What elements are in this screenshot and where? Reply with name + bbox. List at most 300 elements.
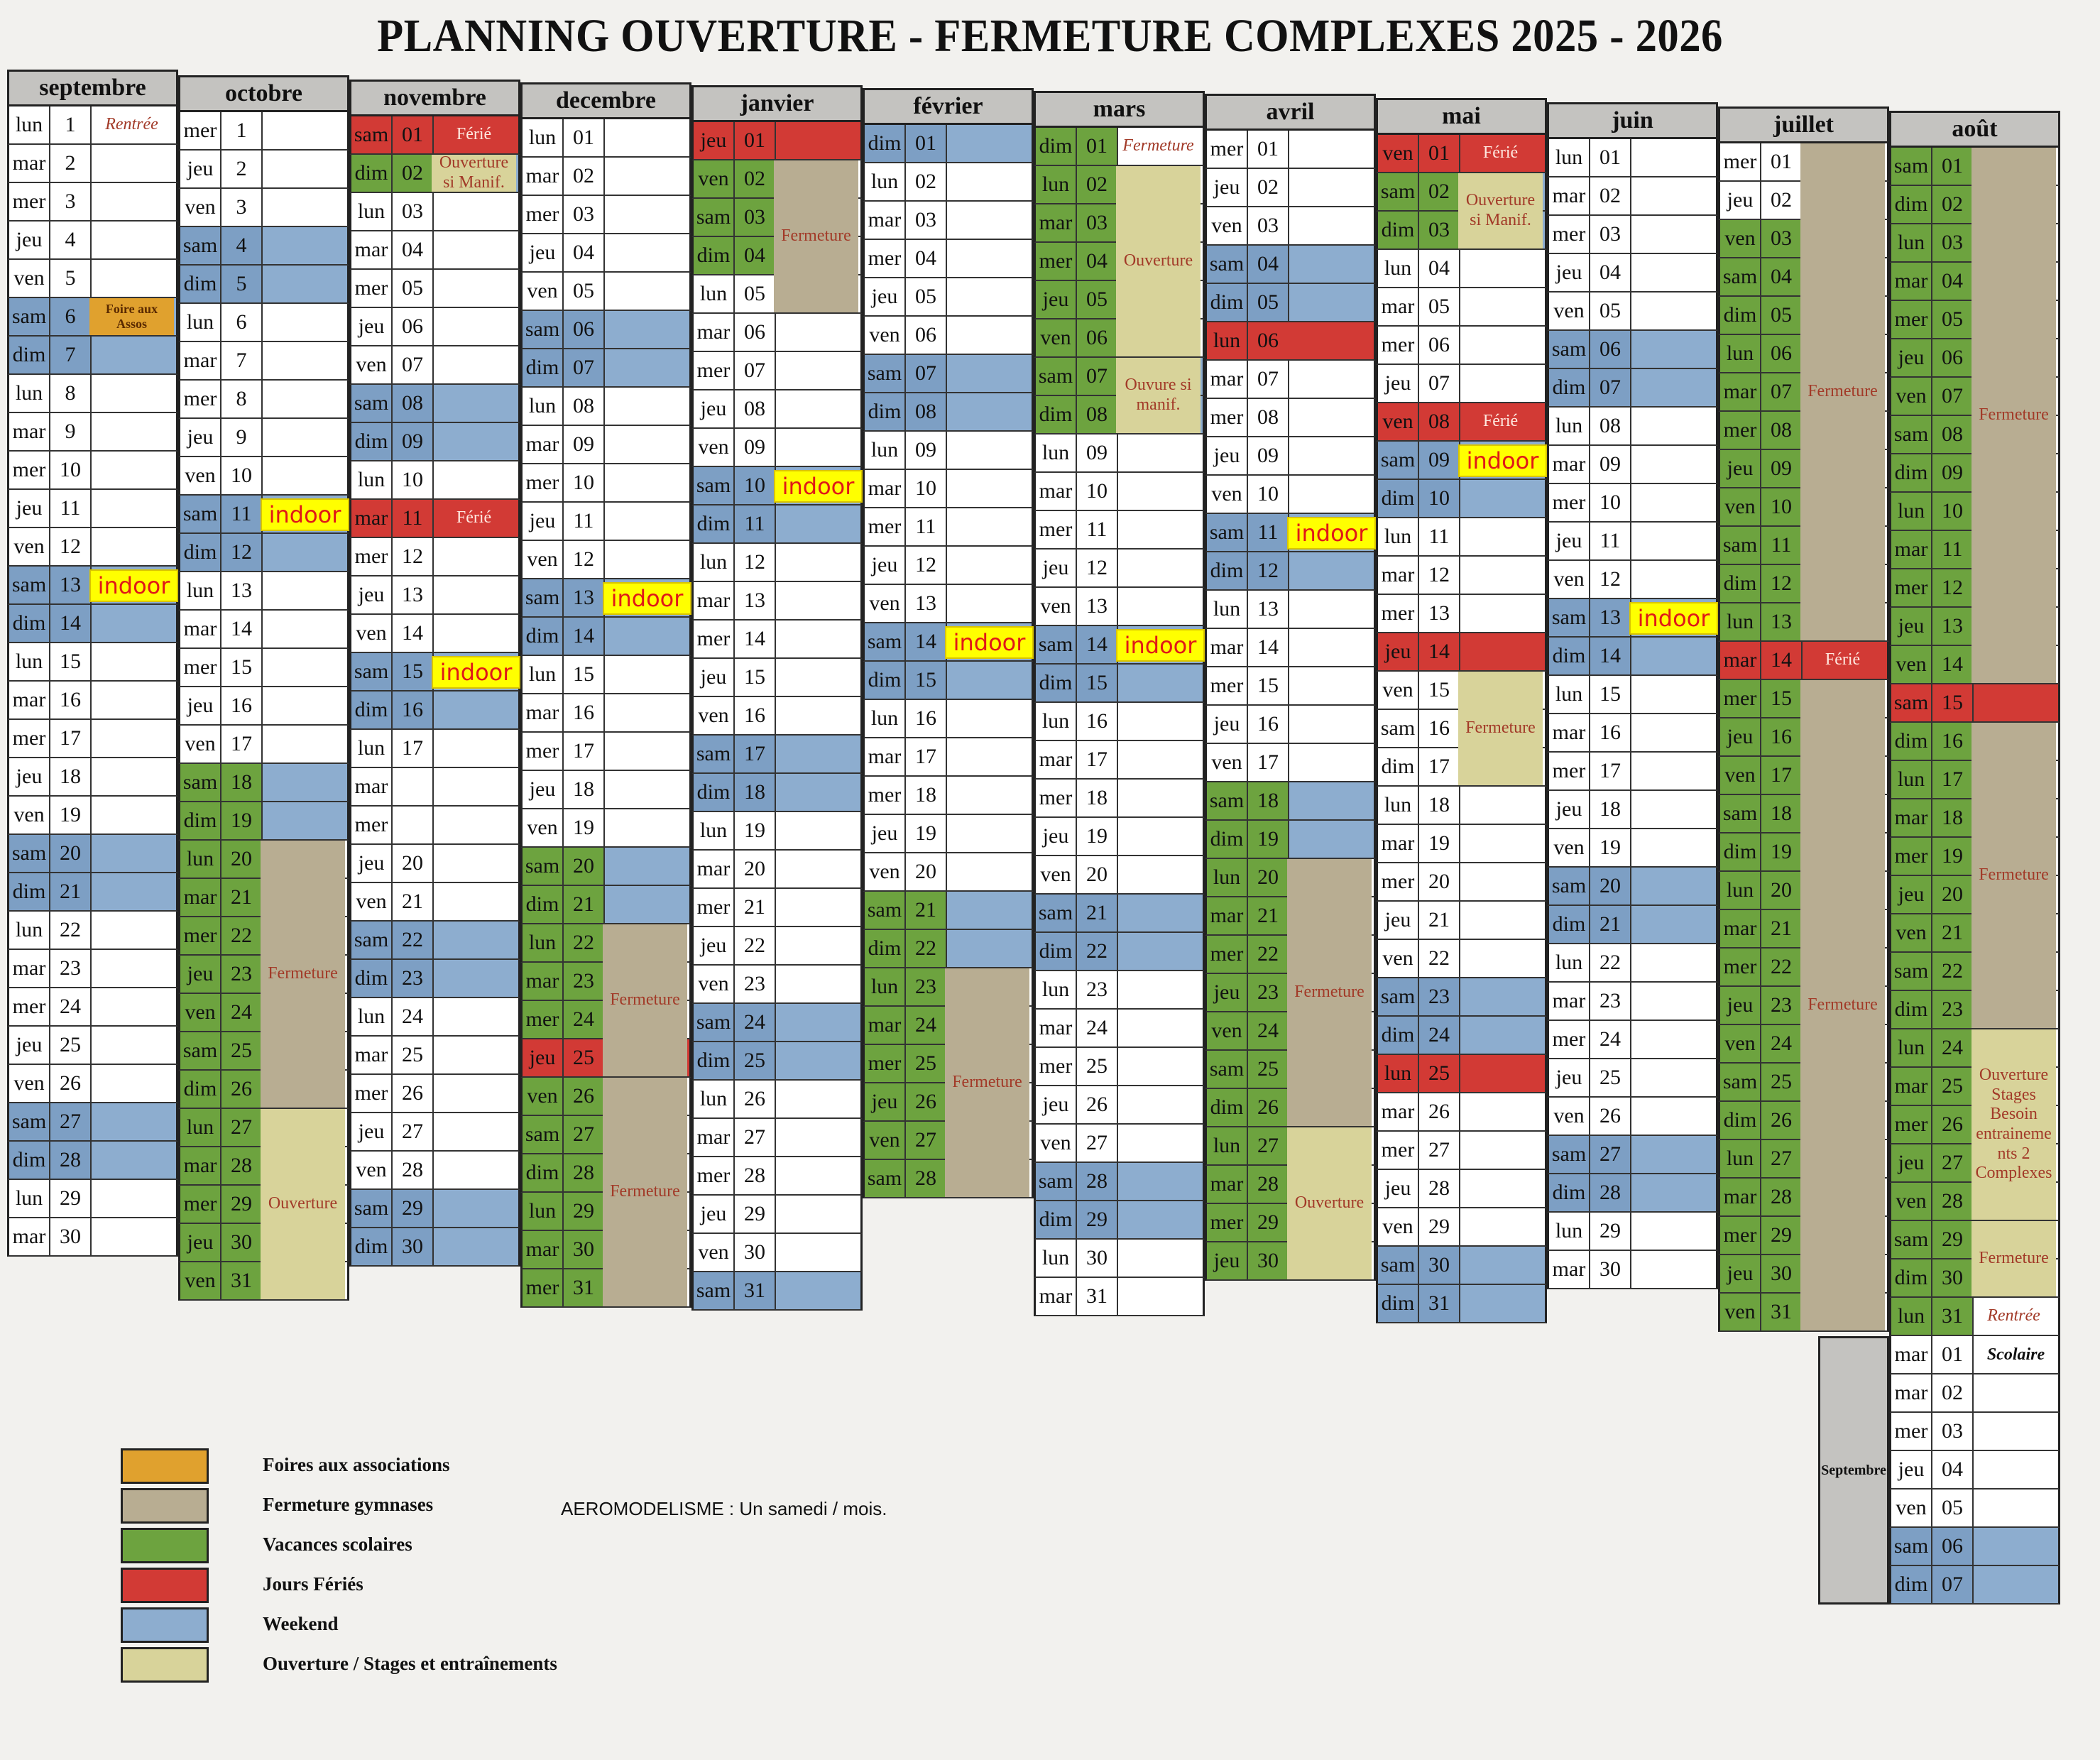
date-cell: 12 <box>222 534 263 571</box>
date-cell: 21 <box>393 883 434 920</box>
note-cell <box>1460 1170 1545 1207</box>
weekday-cell: mar <box>1720 1179 1761 1215</box>
note-cell <box>263 611 347 647</box>
weekday-cell: mer <box>1891 838 1932 875</box>
weekday-cell: jeu <box>1720 987 1761 1024</box>
date-cell: 27 <box>50 1103 92 1140</box>
weekday-cell: mar <box>1891 1336 1932 1373</box>
date-cell: 09 <box>1932 454 1974 491</box>
day-row <box>1034 1048 1205 1086</box>
weekday-cell: ven <box>1720 757 1761 794</box>
date-cell: 18 <box>1248 782 1289 819</box>
date-cell: 25 <box>1248 1051 1289 1088</box>
date-cell: 29 <box>1590 1213 1631 1250</box>
period-label: Fermeture <box>603 924 687 1076</box>
weekday-cell: jeu <box>1891 608 1932 645</box>
date-cell: 28 <box>1419 1170 1460 1207</box>
date-cell: 22 <box>1932 953 1974 990</box>
weekday-cell: dim <box>180 1071 222 1108</box>
date-cell: 15 <box>1077 665 1118 701</box>
note-cell <box>263 419 347 456</box>
indoor-tag: indoor <box>945 626 1034 659</box>
date-cell: 04 <box>1590 254 1631 291</box>
weekday-cell: lun <box>523 388 564 425</box>
note-cell <box>1289 706 1374 743</box>
weekday-cell: mer <box>1378 327 1419 364</box>
day-row <box>1205 131 1376 169</box>
note-cell <box>263 342 347 379</box>
day-row <box>691 1042 863 1081</box>
day-row <box>1376 633 1547 672</box>
date-cell: 11 <box>906 508 947 545</box>
day-row <box>1889 1451 2060 1490</box>
period-label: Férié <box>456 125 492 144</box>
date-cell: 01 <box>735 122 776 159</box>
note-cell <box>434 193 518 230</box>
weekday-cell: mer <box>1549 216 1590 253</box>
day-row <box>349 231 520 270</box>
note-cell <box>434 231 518 268</box>
date-cell: 13 <box>1590 599 1631 636</box>
date-cell: 29 <box>222 1186 263 1223</box>
weekday-cell: lun <box>694 544 735 581</box>
note-cell <box>1631 753 1716 789</box>
weekday-cell: ven <box>351 1152 393 1188</box>
date-cell: 23 <box>1932 991 1974 1028</box>
date-cell: 11 <box>393 500 434 537</box>
date-cell: 11 <box>1932 531 1974 568</box>
legend-item <box>121 1448 618 1484</box>
date-cell: 21 <box>564 886 605 923</box>
day-row <box>691 697 863 736</box>
date-cell: 30 <box>735 1234 776 1271</box>
note-cell <box>92 260 176 297</box>
note-cell <box>1118 1163 1203 1200</box>
indoor-tag: indoor <box>261 498 349 531</box>
day-row <box>691 659 863 697</box>
weekday-cell: lun <box>865 163 906 200</box>
day-row <box>7 337 178 375</box>
date-cell: 23 <box>393 960 434 997</box>
weekday-cell: ven <box>351 346 393 383</box>
next-september-label: Septembre <box>1818 1336 1889 1605</box>
weekday-cell: lun <box>1549 676 1590 713</box>
weekday-cell: dim <box>9 337 50 373</box>
date-cell: 26 <box>1590 1098 1631 1135</box>
day-row <box>1034 1240 1205 1278</box>
note-cell <box>1460 825 1545 862</box>
date-cell: 23 <box>1077 971 1118 1008</box>
weekday-cell: ven <box>180 994 222 1031</box>
day-row <box>863 700 1034 738</box>
weekday-cell: sam <box>1378 710 1419 747</box>
weekday-cell: lun <box>1891 1298 1932 1335</box>
weekday-cell: jeu <box>694 927 735 964</box>
weekday-cell: jeu <box>351 308 393 345</box>
weekday-cell: jeu <box>180 419 222 456</box>
date-cell: 26 <box>50 1065 92 1102</box>
note-cell <box>605 541 689 578</box>
day-row <box>520 618 691 656</box>
day-row <box>1547 1021 1718 1059</box>
day-row <box>178 112 349 151</box>
weekday-cell: mer <box>1891 301 1932 338</box>
weekday-cell: lun <box>351 461 393 498</box>
weekday-cell: lun <box>9 912 50 949</box>
date-cell: 28 <box>1077 1163 1118 1200</box>
weekday-cell: jeu <box>9 490 50 527</box>
date-cell: 30 <box>564 1231 605 1268</box>
day-row <box>1034 971 1205 1010</box>
note-cell <box>92 1027 176 1064</box>
date-cell <box>393 807 434 843</box>
calendar-grid <box>7 70 2066 1383</box>
day-row <box>1547 139 1718 177</box>
weekday-cell: lun <box>351 730 393 767</box>
period-label: Fermeture <box>945 968 1029 1197</box>
note-cell <box>605 273 689 310</box>
weekday-cell: mar <box>1036 473 1077 510</box>
weekday-cell: mar <box>1036 1278 1077 1315</box>
note-cell <box>947 547 1032 584</box>
day-row <box>1376 1285 1547 1323</box>
note-cell <box>434 385 518 422</box>
note-cell <box>92 375 176 412</box>
date-cell: 06 <box>1590 331 1631 368</box>
note-cell <box>92 873 176 910</box>
weekday-cell: dim <box>9 873 50 910</box>
note-cell <box>1118 971 1203 1008</box>
date-cell: 23 <box>735 966 776 1002</box>
date-cell: 25 <box>564 1039 605 1076</box>
note-cell <box>1460 1247 1545 1284</box>
weekday-cell: mar <box>180 879 222 916</box>
day-row <box>1547 331 1718 369</box>
weekday-cell: ven <box>1378 940 1419 977</box>
date-cell: 26 <box>1077 1086 1118 1123</box>
note-cell <box>92 1103 176 1140</box>
date-cell: 26 <box>222 1071 263 1108</box>
day-row <box>1889 1374 2060 1413</box>
date-cell: 12 <box>1077 550 1118 586</box>
weekday-cell: lun <box>1207 1127 1248 1164</box>
date-cell: 25 <box>1419 1055 1460 1092</box>
period-label: Férié <box>1482 412 1519 431</box>
weekday-cell: mar <box>865 738 906 775</box>
date-cell: 10 <box>1248 476 1289 513</box>
note-cell <box>263 304 347 341</box>
note-cell <box>947 930 1032 967</box>
note-cell <box>92 988 176 1025</box>
period-label: Ouverture si Manif. <box>432 155 516 192</box>
weekday-cell: dim <box>694 237 735 274</box>
note-cell <box>434 461 518 498</box>
date-cell: 18 <box>1077 780 1118 816</box>
note-cell <box>1118 511 1203 548</box>
weekday-cell: mer <box>1207 936 1248 973</box>
note-cell <box>1460 518 1545 555</box>
note-cell <box>605 234 689 271</box>
weekday-cell: dim <box>351 1228 393 1265</box>
date-cell: 09 <box>1761 450 1803 487</box>
date-cell: 08 <box>1248 399 1289 436</box>
weekday-cell: lun <box>9 375 50 412</box>
weekday-cell: lun <box>9 643 50 680</box>
date-cell: 2 <box>222 151 263 187</box>
date-cell: 04 <box>1077 243 1118 280</box>
date-cell: 27 <box>1761 1140 1803 1177</box>
weekday-cell: dim <box>1207 821 1248 858</box>
date-cell: 08 <box>1077 396 1118 433</box>
weekday-cell: mer <box>694 352 735 389</box>
date-cell: 04 <box>1932 263 1974 300</box>
date-cell: 10 <box>564 464 605 501</box>
date-cell: 12 <box>735 544 776 581</box>
weekday-cell: dim <box>1891 991 1932 1028</box>
weekday-cell: mar <box>1207 897 1248 934</box>
note-cell <box>1460 365 1545 402</box>
day-row <box>863 125 1034 163</box>
date-cell: 28 <box>564 1154 605 1191</box>
date-cell: 05 <box>564 273 605 310</box>
day-row <box>349 423 520 461</box>
weekday-cell: dim <box>1891 1259 1932 1296</box>
day-row <box>1376 480 1547 518</box>
day-row <box>863 355 1034 393</box>
weekday-cell: sam <box>865 355 906 392</box>
day-row <box>520 464 691 503</box>
note-cell <box>947 662 1032 699</box>
weekday-cell: sam <box>523 311 564 348</box>
weekday-cell: jeu <box>1549 523 1590 559</box>
weekday-cell: ven <box>1207 207 1248 244</box>
date-cell: 1 <box>50 106 92 143</box>
date-cell: 19 <box>1761 833 1803 870</box>
note-cell <box>947 432 1032 469</box>
day-row <box>863 278 1034 317</box>
date-cell: 13 <box>50 567 92 603</box>
date-cell: 15 <box>564 656 605 693</box>
weekday-cell: dim <box>1549 638 1590 674</box>
weekday-cell: sam <box>1891 148 1932 185</box>
date-cell: 05 <box>1419 288 1460 325</box>
weekday-cell: sam <box>694 1272 735 1309</box>
day-row <box>349 845 520 883</box>
date-cell: 24 <box>906 1007 947 1044</box>
weekday-cell: mar <box>523 426 564 463</box>
weekday-cell: mer <box>694 1157 735 1194</box>
date-cell: 02 <box>393 155 434 192</box>
weekday-cell: mar <box>1378 1093 1419 1130</box>
date-cell: 11 <box>1248 514 1289 551</box>
date-cell: 22 <box>393 922 434 958</box>
date-cell: 05 <box>1248 284 1289 321</box>
period-label: Ouverture Stages Besoin entraineme nts 2 Complexes <box>1972 1029 2056 1220</box>
weekday-cell: lun <box>1549 944 1590 981</box>
weekday-cell: mar <box>1207 361 1248 398</box>
weekday-cell: lun <box>1207 591 1248 628</box>
day-row <box>1547 1213 1718 1251</box>
day-row <box>349 1190 520 1228</box>
date-cell: 20 <box>50 835 92 872</box>
note-cell <box>605 388 689 425</box>
date-cell: 06 <box>1761 335 1803 372</box>
weekday-cell: sam <box>351 922 393 958</box>
day-row <box>691 429 863 467</box>
date-cell: 30 <box>393 1228 434 1265</box>
weekday-cell: jeu <box>9 758 50 795</box>
date-cell: 05 <box>1932 1490 1974 1526</box>
legend-swatch <box>121 1448 209 1484</box>
note-cell <box>776 1081 860 1117</box>
note-cell <box>92 337 176 373</box>
note-cell <box>947 470 1032 507</box>
date-cell: 12 <box>564 541 605 578</box>
weekday-cell: mer <box>694 621 735 657</box>
day-row <box>1547 829 1718 868</box>
note-cell <box>92 950 176 987</box>
weekday-cell: mar <box>865 1007 906 1044</box>
note-cell <box>1631 293 1716 329</box>
date-cell: 26 <box>393 1075 434 1112</box>
weekday-cell: mar <box>1378 557 1419 594</box>
note-cell <box>605 464 689 501</box>
day-row <box>349 883 520 922</box>
indoor-tag: indoor <box>603 582 691 615</box>
day-row <box>1547 753 1718 791</box>
period-label: Ouvure si manif. <box>1116 358 1201 433</box>
date-cell: 05 <box>906 278 947 315</box>
weekday-cell: dim <box>1036 665 1077 701</box>
note-cell <box>92 912 176 949</box>
day-row <box>1547 1098 1718 1136</box>
date-cell: 24 <box>1590 1021 1631 1058</box>
date-cell: 06 <box>1248 322 1289 359</box>
day-row <box>1376 595 1547 633</box>
weekday-cell: dim <box>694 505 735 542</box>
weekday-cell: mer <box>351 270 393 307</box>
note-cell <box>1460 1055 1545 1092</box>
weekday-cell: mar <box>523 1231 564 1268</box>
note-cell <box>605 694 689 731</box>
date-cell: 05 <box>1932 301 1974 338</box>
date-cell: 08 <box>1761 412 1803 449</box>
day-row <box>178 726 349 764</box>
note-cell <box>1631 523 1716 559</box>
day-row <box>691 544 863 582</box>
day-row <box>178 802 349 841</box>
date-cell: 22 <box>1419 940 1460 977</box>
weekday-cell: dim <box>1891 186 1932 223</box>
date-cell: 23 <box>50 950 92 987</box>
day-row <box>178 687 349 726</box>
day-row <box>1376 1170 1547 1208</box>
note-cell <box>776 314 860 351</box>
weekday-cell: ven <box>523 541 564 578</box>
weekday-cell: ven <box>9 1065 50 1102</box>
note-cell <box>1631 1213 1716 1250</box>
day-row <box>520 503 691 541</box>
day-row <box>1205 169 1376 207</box>
month-header: novembre <box>349 80 520 116</box>
date-cell: 6 <box>50 298 92 335</box>
day-row <box>1889 1490 2060 1528</box>
weekday-cell: sam <box>1036 895 1077 931</box>
date-cell: 20 <box>1077 856 1118 893</box>
date-cell: 27 <box>1077 1125 1118 1162</box>
period-label: Fermeture <box>1122 136 1194 155</box>
day-row <box>863 240 1034 278</box>
period-label: Fermeture <box>1972 723 2056 1028</box>
weekday-cell: jeu <box>1378 1170 1419 1207</box>
day-row <box>7 682 178 720</box>
weekday-cell: mer <box>523 1269 564 1306</box>
indoor-tag: indoor <box>1116 629 1205 662</box>
date-cell: 15 <box>1590 676 1631 713</box>
date-cell: 24 <box>1932 1029 1974 1066</box>
weekday-cell: mar <box>1891 531 1932 568</box>
note-cell <box>263 802 347 839</box>
period-label: Foire aux Assos <box>89 298 174 335</box>
note-cell <box>776 889 860 926</box>
note-cell <box>1974 1490 2058 1526</box>
note-cell <box>1974 1451 2058 1488</box>
weekday-cell: ven <box>1378 672 1419 709</box>
day-row <box>691 774 863 812</box>
note-cell <box>1631 868 1716 904</box>
indoor-tag: indoor <box>774 470 863 503</box>
day-row <box>1205 437 1376 476</box>
note-cell <box>605 733 689 770</box>
day-row <box>863 202 1034 240</box>
note-cell <box>434 1075 518 1112</box>
date-cell: 26 <box>1248 1089 1289 1126</box>
day-row <box>7 452 178 490</box>
date-cell: 08 <box>906 393 947 430</box>
weekday-cell: sam <box>1378 442 1419 479</box>
date-cell: 23 <box>1419 978 1460 1015</box>
weekday-cell: ven <box>9 797 50 833</box>
date-cell: 08 <box>735 390 776 427</box>
note-cell <box>434 1190 518 1227</box>
note-cell <box>1289 246 1374 283</box>
note-cell <box>92 682 176 718</box>
note-cell <box>605 426 689 463</box>
date-cell: 07 <box>564 349 605 386</box>
date-cell: 07 <box>1761 373 1803 410</box>
date-cell: 19 <box>906 815 947 852</box>
weekday-cell: sam <box>1378 978 1419 1015</box>
date-cell: 01 <box>906 125 947 162</box>
period-label: Férié <box>456 508 492 528</box>
weekday-cell: lun <box>9 1180 50 1217</box>
day-row <box>1034 550 1205 588</box>
date-cell: 3 <box>50 183 92 220</box>
weekday-cell: ven <box>1036 319 1077 356</box>
weekday-cell: mer <box>1549 484 1590 521</box>
day-row <box>1034 1125 1205 1163</box>
day-row <box>178 419 349 457</box>
date-cell: 23 <box>222 956 263 993</box>
date-cell: 31 <box>1761 1294 1803 1330</box>
date-cell: 26 <box>564 1078 605 1115</box>
day-row <box>1034 1278 1205 1316</box>
day-row <box>1547 254 1718 293</box>
day-row <box>691 1157 863 1196</box>
note-cell <box>776 774 860 811</box>
indoor-tag: indoor <box>432 656 520 689</box>
date-cell: 24 <box>50 988 92 1025</box>
